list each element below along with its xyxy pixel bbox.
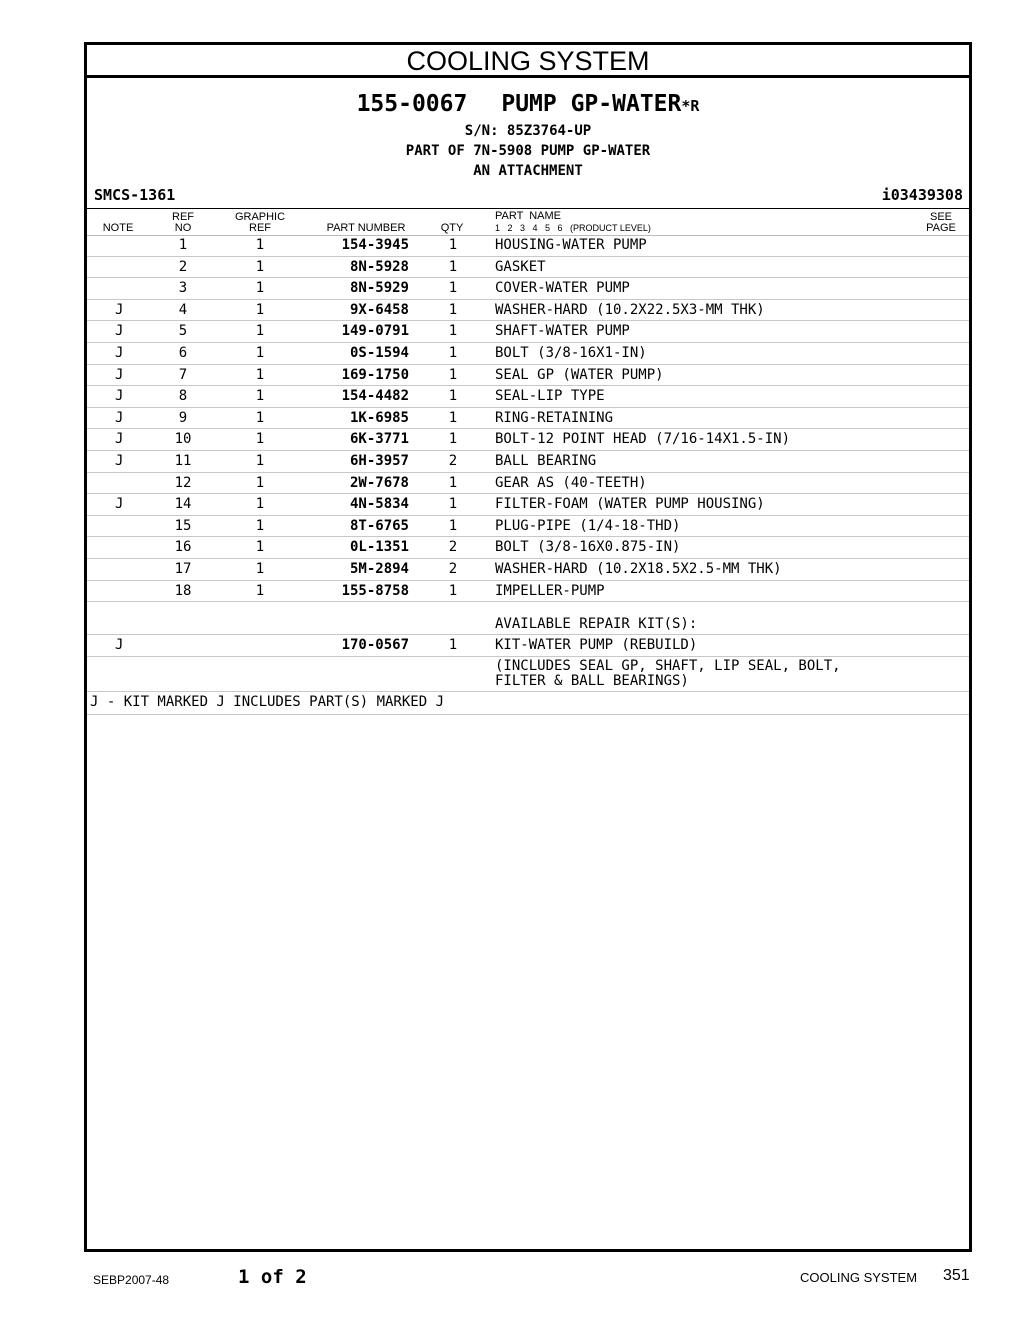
note-cell: J — [115, 637, 124, 654]
ref-number-cell: 7 — [178, 366, 188, 383]
ref-number-cell: 12 — [174, 474, 192, 491]
ref-number-cell: 2 — [178, 258, 188, 275]
table-row — [87, 257, 969, 279]
part-name-cell: HOUSING-WATER PUMP — [495, 237, 647, 253]
ref-number-cell: 16 — [174, 539, 192, 556]
graphic-ref-cell: 1 — [255, 366, 265, 383]
part-name-cell: KIT-WATER PUMP (REBUILD) — [495, 637, 698, 654]
part-name-cell: SHAFT-WATER PUMP — [495, 323, 630, 340]
part-name-cell: GEAR AS (40-TEETH) — [495, 474, 647, 491]
table-row — [87, 278, 969, 300]
part-name-cell: WASHER-HARD (10.2X22.5X3-MM THK) — [495, 301, 765, 318]
table-row — [87, 343, 969, 365]
footer-section-title: COOLING SYSTEM — [800, 1270, 918, 1285]
note-cell: J — [115, 323, 124, 340]
graphic-ref-cell: 1 — [255, 431, 265, 448]
part-name-cell: WASHER-HARD (10.2X18.5X2.5-MM THK) — [495, 560, 782, 577]
ref-number-cell: 15 — [174, 517, 192, 534]
part-number-cell: 4N-5834 — [349, 496, 409, 513]
part-number-cell: 154-4482 — [341, 388, 409, 405]
part-number-cell: 8N-5929 — [349, 280, 409, 297]
graphic-ref-cell: 1 — [255, 474, 265, 491]
group-flag: *R — [681, 97, 700, 115]
table-row — [87, 429, 969, 451]
illustration-id: i03439308 — [881, 186, 963, 204]
group-header — [87, 89, 969, 181]
note-cell: J — [115, 431, 124, 448]
ref-number-cell: 17 — [174, 560, 192, 577]
part-number-cell: 2W-7678 — [349, 474, 409, 491]
qty-cell: 1 — [448, 301, 458, 318]
table-row — [87, 494, 969, 516]
qty-cell: 1 — [448, 431, 458, 448]
graphic-ref-cell: 1 — [255, 323, 265, 340]
table-row — [87, 581, 969, 603]
page-number: 351 — [943, 1267, 970, 1284]
part-number-cell: 0S-1594 — [349, 344, 409, 361]
ref-number-cell: 11 — [174, 452, 192, 469]
ref-number-cell: 3 — [178, 280, 188, 297]
footnote-divider — [87, 714, 969, 715]
qty-cell: 1 — [448, 388, 458, 405]
part-number-cell: 1K-6985 — [349, 409, 409, 426]
col-product-level: 1 2 3 4 5 6 (PRODUCT LEVEL) — [495, 223, 651, 233]
part-number-cell: 0L-1351 — [349, 539, 409, 556]
part-number-cell: 5M-2894 — [349, 560, 409, 577]
col-graphic-top: GRAPHIC — [234, 211, 286, 223]
ref-number-cell: 4 — [178, 301, 188, 318]
kit-includes-row — [87, 657, 969, 692]
part-name-cell: PLUG-PIPE (1/4-18-THD) — [495, 517, 681, 534]
smcs-code: SMCS-1361 — [94, 186, 176, 204]
group-name: PUMP GP-WATER — [501, 91, 682, 117]
note-cell: J — [115, 388, 124, 405]
col-part-name: PART NAME — [495, 210, 562, 222]
part-number-cell: 6K-3771 — [349, 431, 409, 448]
col-graphic-bottom: REF — [249, 222, 271, 234]
group-part-number: 155-0067 — [356, 91, 468, 117]
table-row — [87, 559, 969, 581]
group-title — [87, 89, 969, 121]
note-cell: J — [115, 496, 124, 513]
graphic-ref-cell: 1 — [255, 452, 265, 469]
note-cell: J — [115, 301, 124, 318]
graphic-ref-cell: 1 — [255, 388, 265, 405]
graphic-ref-cell: 1 — [255, 560, 265, 577]
graphic-ref-cell: 1 — [255, 539, 265, 556]
qty-cell: 1 — [448, 582, 458, 599]
attachment-line: AN ATTACHMENT — [473, 163, 583, 179]
qty-cell: 1 — [448, 409, 458, 426]
col-qty: QTY — [440, 222, 464, 234]
part-name-cell: BOLT (3/8-16X1-IN) — [495, 344, 647, 361]
qty-cell: 1 — [448, 496, 458, 513]
part-number-cell: 6H-3957 — [349, 452, 409, 469]
qty-cell: 2 — [448, 560, 458, 577]
qty-cell: 1 — [448, 637, 458, 654]
kit-heading: AVAILABLE REPAIR KIT(S): — [495, 616, 698, 633]
table-row — [87, 451, 969, 473]
graphic-ref-cell: 1 — [255, 237, 265, 253]
table-row — [87, 408, 969, 430]
parts-list — [87, 235, 969, 692]
qty-cell: 1 — [448, 280, 458, 297]
ref-number-cell: 9 — [178, 409, 188, 426]
qty-cell: 1 — [448, 237, 458, 253]
part-name-cell: GASKET — [495, 258, 546, 275]
part-name-cell: IMPELLER-PUMP — [495, 582, 605, 599]
part-name-cell: SEAL-LIP TYPE — [495, 388, 605, 405]
graphic-ref-cell: 1 — [255, 301, 265, 318]
table-row — [87, 473, 969, 495]
table-row — [87, 365, 969, 387]
qty-cell: 2 — [448, 539, 458, 556]
table-row — [87, 321, 969, 343]
table-row — [87, 386, 969, 408]
table-row — [87, 235, 969, 257]
note-cell: J — [115, 409, 124, 426]
table-row — [87, 516, 969, 538]
qty-cell: 1 — [448, 366, 458, 383]
part-name-cell: COVER-WATER PUMP — [495, 280, 630, 297]
ref-number-cell: 8 — [178, 388, 188, 405]
col-ref-bottom: NO — [174, 222, 192, 234]
table-row — [87, 300, 969, 322]
note-cell: J — [115, 344, 124, 361]
qty-cell: 2 — [448, 452, 458, 469]
part-number-cell: 8N-5928 — [349, 258, 409, 275]
ref-number-cell: 1 — [178, 237, 188, 253]
document-id: SEBP2007-48 — [93, 1273, 170, 1287]
page-of-label: 1 of 2 — [238, 1266, 307, 1288]
serial-range: S/N: 85Z3764-UP — [464, 123, 592, 139]
col-note: NOTE — [102, 222, 134, 234]
part-name-cell: BOLT (3/8-16X0.875-IN) — [495, 539, 681, 556]
note-cell: J — [115, 452, 124, 469]
ref-number-cell: 5 — [178, 323, 188, 340]
qty-cell: 1 — [448, 323, 458, 340]
part-number-cell: 149-0791 — [341, 323, 409, 340]
col-see-bottom: PAGE — [926, 222, 956, 234]
note-cell: J — [115, 366, 124, 383]
qty-cell: 1 — [448, 474, 458, 491]
kit-includes-text: (INCLUDES SEAL GP, SHAFT, LIP SEAL, BOLT, FILTER & BALL BEARINGS) — [495, 658, 841, 690]
part-number-cell: 8T-6765 — [349, 517, 409, 534]
table-row — [87, 537, 969, 559]
part-name-cell: BOLT-12 POINT HEAD (7/16-14X1.5-IN) — [495, 431, 791, 448]
part-of-line: PART OF 7N-5908 PUMP GP-WATER — [405, 143, 651, 159]
ref-number-cell: 6 — [178, 344, 188, 361]
kit-row — [87, 635, 969, 657]
page-frame — [84, 42, 972, 1252]
graphic-ref-cell: 1 — [255, 496, 265, 513]
part-name-cell: BALL BEARING — [495, 452, 597, 469]
ref-number-cell: 18 — [174, 582, 192, 599]
part-name-cell: RING-RETAINING — [495, 409, 614, 426]
kit-footnote: J - KIT MARKED J INCLUDES PART(S) MARKED J — [90, 694, 445, 710]
section-title: COOLING SYSTEM — [87, 45, 969, 78]
col-see-top: SEE — [929, 211, 952, 223]
part-number-cell: 155-8758 — [341, 582, 409, 599]
column-headers — [87, 208, 969, 236]
qty-cell: 1 — [448, 517, 458, 534]
graphic-ref-cell: 1 — [255, 258, 265, 275]
part-name-cell: SEAL GP (WATER PUMP) — [495, 366, 664, 383]
col-ref-top: REF — [172, 211, 194, 223]
col-part-number: PART NUMBER — [326, 222, 406, 234]
part-number-cell: 170-0567 — [341, 637, 409, 654]
part-number-cell: 9X-6458 — [349, 301, 409, 318]
ref-number-cell: 10 — [174, 431, 192, 448]
qty-cell: 1 — [448, 258, 458, 275]
kit-heading-row — [87, 602, 969, 635]
part-number-cell: 169-1750 — [341, 366, 409, 383]
part-name-cell: FILTER-FOAM (WATER PUMP HOUSING) — [495, 496, 765, 513]
graphic-ref-cell: 1 — [255, 517, 265, 534]
graphic-ref-cell: 1 — [255, 344, 265, 361]
part-number-cell: 154-3945 — [341, 237, 409, 253]
graphic-ref-cell: 1 — [255, 582, 265, 599]
ref-number-cell: 14 — [174, 496, 192, 513]
graphic-ref-cell: 1 — [255, 280, 265, 297]
graphic-ref-cell: 1 — [255, 409, 265, 426]
qty-cell: 1 — [448, 344, 458, 361]
